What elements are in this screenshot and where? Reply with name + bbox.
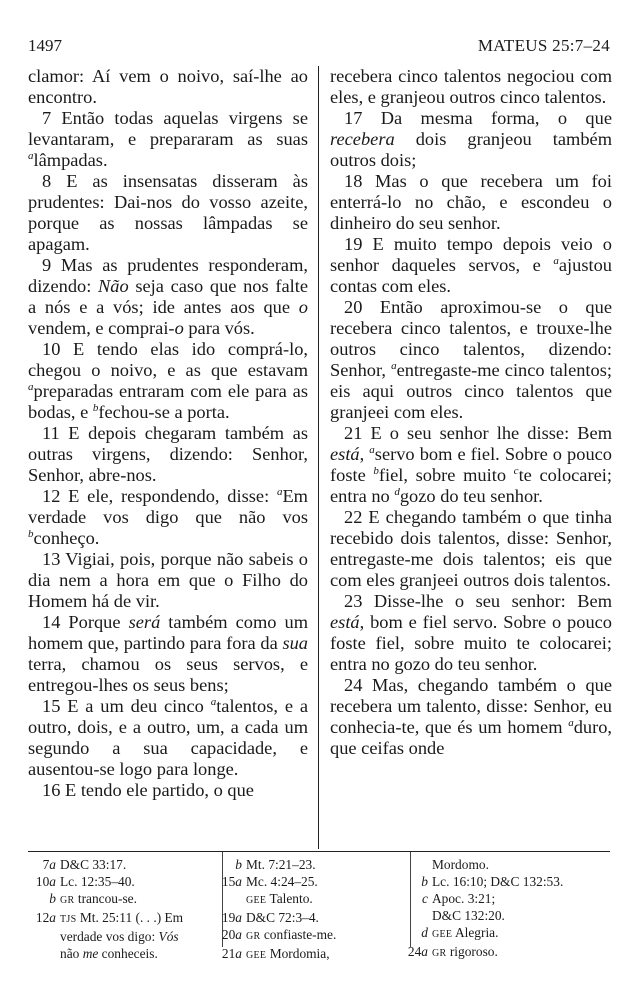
footnote-text: Apoc. 3:21; (432, 891, 496, 906)
running-header (28, 36, 610, 58)
verse-20: 20 Então aproximou-se o que recebera cinco talentos, e trouxe-lhe outros cinco talentos, dizendo: Senhor, $^a$entregaste-me cinco talentos; eis aqui outros cinco talentos que granjeei com eles. (330, 297, 613, 422)
footnote-text: D&C 33:17. (60, 857, 127, 872)
footnote-entry (20, 890, 220, 909)
footnote-entry (206, 873, 406, 890)
verse-17: 17 Da mesma forma, o que recebera dois granjeou também outros dois; (330, 108, 612, 170)
footnote-text: verdade vos digo: Vós (60, 929, 179, 944)
verse-19: 19 E muito tempo depois veio o senhor daqueles servos, e $^a$ajustou contas com eles. (330, 234, 612, 296)
footnote-rule (28, 851, 610, 852)
footnote-marker: b (235, 857, 242, 872)
footnote-entry (392, 890, 622, 907)
column-divider (318, 66, 319, 849)
footnotes-column-2 (206, 856, 406, 964)
verse-7: 7 Então todas aquelas virgens se levantaram, e prepararam as suas $^a$lâmpadas. (28, 108, 308, 170)
footnote-entry (392, 873, 622, 890)
footnote-text: D&C 132:20. (432, 908, 505, 923)
chapter-reference: MATEUS 25:7–24 (477, 36, 610, 55)
left-text-column (28, 66, 308, 801)
footnote-entry (392, 907, 622, 924)
footnote-marker: 20a (221, 927, 242, 942)
footnote-marker: 15a (221, 874, 242, 889)
footnote-text: Mt. 7:21–23. (246, 857, 316, 872)
footnote-marker: 21a (221, 946, 242, 961)
footnote-entry (20, 873, 220, 890)
footnote-entry (392, 943, 622, 962)
footnote-marker: 7a (42, 857, 56, 872)
verse-12: 12 E ele, respondendo, disse: $^a$Em verdade vos digo que não vos $^b$conheço. (28, 485, 308, 548)
verse-11: 11 E depois chegaram também as outras virgens, dizendo: Senhor, Senhor, abre-nos. (28, 423, 308, 485)
verse-21: 21 E o seu senhor lhe disse: Bem está, $^a$servo bom e fiel. Sobre o pouco foste $^b$fiel, sobre muito $^c$te colocarei; entra no $^d$gozo do teu senhor. (330, 423, 612, 506)
verse-16: 16 E tendo ele partido, o que (42, 780, 254, 800)
footnote-entry (20, 856, 220, 873)
footnote-entry (206, 856, 406, 873)
footnote-text: Lc. 12:35–40. (60, 874, 135, 889)
footnote-text: GR rigoroso. (432, 944, 498, 959)
footnote-entry (206, 909, 406, 926)
footnote-marker: b (421, 874, 428, 889)
footnote-entry (20, 909, 220, 928)
footnote-entry (392, 924, 622, 943)
verse-22: 22 E chegando também o que tinha recebido dois talentos, disse: Senhor, entregaste-me dois talentos; eis que com eles granjeei outros dois talentos. (330, 507, 612, 590)
footnote-text: GEE Talento. (246, 891, 313, 906)
footnote-marker: 12a (35, 910, 56, 925)
verse-23: 23 Disse-lhe o seu senhor: Bem está, bom e fiel servo. Sobre o pouco foste fiel, sobre muito te colocarei; entra no gozo do teu senhor. (330, 591, 612, 674)
footnotes-column-3 (392, 856, 622, 962)
footnote-text: D&C 72:3–4. (246, 910, 319, 925)
footnote-marker: 19a (221, 910, 242, 925)
footnote-entry (20, 928, 220, 945)
footnote-marker: 24a (407, 944, 428, 959)
footnote-text: Mc. 4:24–25. (246, 874, 318, 889)
footnote-entry (206, 890, 406, 909)
right-text-column (330, 66, 612, 759)
footnotes-column-1 (20, 856, 220, 962)
footnote-text: GEE Alegria. (432, 925, 499, 940)
footnote-text: Lc. 16:10; D&C 132:53. (432, 874, 564, 889)
footnote-entry (206, 926, 406, 945)
verse-24: 24 Mas, chegando também o que recebera um talento, disse: Senhor, eu conhecia-te, que és um homem $^a$duro, que ceifas onde (330, 675, 612, 758)
footnote-marker: 10a (35, 874, 56, 889)
footnote-marker: d (421, 925, 428, 940)
verse-continuation: recebera cinco talentos negociou com eles, e granjeou outros cinco talentos. (330, 66, 612, 107)
verse-9: 9 Mas as prudentes responderam, dizendo: Não seja caso que nos falte a nós e a vós; ide antes aos que o vendem, e comprai-o para vós. (28, 255, 308, 338)
verse-14: 14 Porque será também como um homem que, partindo para fora da sua terra, chamou os seus servos, e entregou-lhes os seus bens; (28, 612, 308, 695)
verse-10: 10 E tendo elas ido comprá-lo, chegou o noivo, e as que estavam $^a$preparadas entraram com ele para as bodas, e $^b$fechou-se a porta. (28, 339, 308, 422)
footnote-entry (392, 856, 622, 873)
verse-8: 8 E as insensatas disseram às prudentes: Dai-nos do vosso azeite, porque as nossas lâmpadas se apagam. (28, 171, 308, 254)
footnote-entry (20, 945, 220, 962)
footnote-text: GR confiaste-me. (246, 927, 337, 942)
footnote-text: TJS Mt. 25:11 (. . .) Em (60, 910, 184, 925)
footnote-text: não me conheceis. (60, 946, 158, 961)
footnote-entry (206, 945, 406, 964)
footnote-marker: c (422, 891, 428, 906)
footnote-text: GEE Mordomia, (246, 946, 330, 961)
footnote-text: GR trancou-se. (60, 891, 137, 906)
page-number: 1497 (28, 36, 62, 55)
verse-15: 15 E a um deu cinco $^a$talentos, e a outro, dois, e a outro, um, a cada um segundo a sua capacidade, e ausentou-se logo para longe. (28, 695, 308, 779)
verse-continuation: clamor: Aí vem o noivo, saí-lhe ao encontro. (28, 66, 308, 107)
footnote-marker: b (49, 891, 56, 906)
footnote-text: Mordomo. (432, 857, 489, 872)
verse-13: 13 Vigiai, pois, porque não sabeis o dia nem a hora em que o Filho do Homem há de vir. (28, 549, 308, 611)
verse-18: 18 Mas o que recebera um foi enterrá-lo no chão, e escondeu o dinheiro do seu senhor. (330, 171, 612, 233)
